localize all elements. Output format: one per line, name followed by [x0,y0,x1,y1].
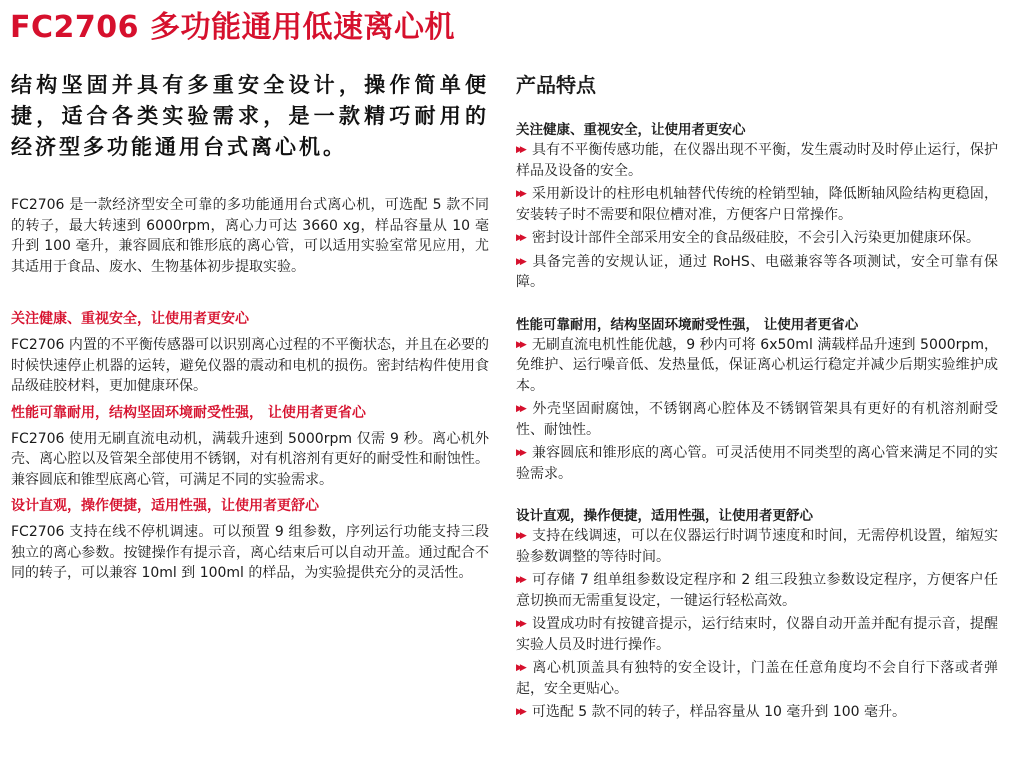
double-arrow-bullet-icon: ▶▶ [516,531,524,541]
double-arrow-bullet-icon: ▶▶ [516,663,524,673]
double-arrow-bullet-icon: ▶▶ [516,339,524,350]
double-arrow-bullet-icon: ▶▶ [516,575,524,585]
double-arrow-bullet-icon: ▶▶ [516,233,524,243]
feature-group-heading-safety: 关注健康、重视安全，让使用者更安心 [516,122,746,138]
right-column [516,70,998,726]
feature-item: ▶▶ 支持在线调速，可以在仪器运行时调节速度和时间，无需停机设置，缩短实验参数调整的等待时间。 [516,528,998,565]
double-arrow-bullet-icon: ▶▶ [516,707,524,717]
double-arrow-bullet-icon: ▶▶ [516,448,524,458]
section-heading-reliability: 性能可靠耐用，结构坚固环境耐受性强， 让使用者更省心 [11,404,366,421]
section-text-safety: FC2706 内置的不平衡传感器可以识别离心过程的不平衡状态，并且在必要的时候快速停止机器的运转，避免仪器的震动和电机的损伤。密封结构件使用食品级硅胶材料，更加健康环保。 [11,337,489,394]
feature-group-heading-reliability: 性能可靠耐用，结构坚固环境耐受性强， 让使用者更省心 [516,316,859,333]
feature-item: ▶▶ 设置成功时有按键音提示，运行结束时，仪器自动开盖并配有提示音，提醒实验人员及时进行操作。 [516,616,998,653]
feature-item: ▶▶ 离心机顶盖具有独特的安全设计，门盖在任意角度均不会自行下落或者弹起，安全更贴心。 [516,660,998,697]
double-arrow-bullet-icon: ▶▶ [516,145,524,155]
left-column [11,70,489,584]
double-arrow-bullet-icon: ▶▶ [516,619,524,629]
lead-statement: 结构坚固并具有多重安全设计，操作简单便捷，适合各类实验需求，是一款精巧耐用的经济型多功能通用台式离心机。 [11,73,489,159]
features-title: 产品特点 [516,73,596,97]
feature-item: ▶▶ 兼容圆底和锥形底的离心管。可灵活使用不同类型的离心管来满足不同的实验需求。 [516,445,998,482]
feature-item: ▶▶ 可选配 5 款不同的转子，样品容量从 10 毫升到 100 毫升。 [516,702,998,723]
feature-item: ▶▶ 具备完善的安规认证，通过 RoHS、电磁兼容等各项测试，安全可靠有保障。 [516,253,998,290]
feature-list-safety [516,140,998,293]
section-heading-design: 设计直观，操作便捷，适用性强，让使用者更舒心 [11,498,319,514]
feature-item: ▶▶ 具有不平衡传感功能，在仪器出现不平衡，发生震动时及时停止运行，保护样品及设备的安全。 [516,142,998,179]
feature-group-heading-design: 设计直观，操作便捷，适用性强，让使用者更舒心 [516,508,813,524]
section-heading-safety: 关注健康、重视安全，让使用者更安心 [11,311,249,327]
feature-item: ▶▶ 可存储 7 组单组参数设定程序和 2 组三段独立参数设定程序，方便客户任意切换而无需重复设定，一键运行轻松高效。 [516,572,998,609]
intro-paragraph: FC2706 是一款经济型安全可靠的多功能通用台式离心机，可选配 5 款不同的转子，最大转速到 6000rpm，离心力可达 3660 xg，样品容量从 10 毫升到 100 毫升，兼容圆底和锥形底的离心管，可以适用实验室常见应用，尤其适用于食品、废水、生物基体初步提取实验。 [11,197,489,275]
double-arrow-bullet-icon: ▶▶ [516,256,524,267]
feature-item: ▶▶ 密封设计部件全部采用安全的食品级硅胶，不会引入污染更加健康环保。 [516,228,998,249]
double-arrow-bullet-icon: ▶▶ [516,404,524,414]
section-text-design: FC2706 支持在线不停机调速。可以预置 9 组参数，序列运行功能支持三段独立的离心参数。按键操作有提示音，离心结束后可以自动开盖。通过配合不同的转子，可以兼容 10ml 到 100ml 的样品，为实验提供充分的灵活性。 [11,524,489,581]
page-title: FC2706 多功能通用低速离心机 [10,10,455,45]
feature-item: ▶▶ 无刷直流电机性能优越，9 秒内可将 6x50ml 满载样品升速到 5000rpm，免维护、运行噪音低、发热量低，保证离心机运行稳定并减少后期实验维护成本。 [516,336,998,394]
section-text-reliability: FC2706 使用无刷直流电动机，满载升速到 5000rpm 仅需 9 秒。离心机外壳、离心腔以及管架全部使用不锈钢，对有机溶剂有更好的耐受性和耐蚀性。兼容圆底和锥型底离心管，可满足不同的实验需求。 [11,430,489,488]
feature-item: ▶▶ 采用新设计的柱形电机轴替代传统的栓销型轴，降低断轴风险结构更稳固，安装转子时不需要和限位槽对准，方便客户日常操作。 [516,186,998,223]
feature-list-design [516,526,998,723]
double-arrow-bullet-icon: ▶▶ [516,189,524,199]
feature-list-reliability [516,335,998,485]
feature-item: ▶▶ 外壳坚固耐腐蚀，不锈钢离心腔体及不锈钢管架具有更好的有机溶剂耐受性、耐蚀性。 [516,401,998,438]
